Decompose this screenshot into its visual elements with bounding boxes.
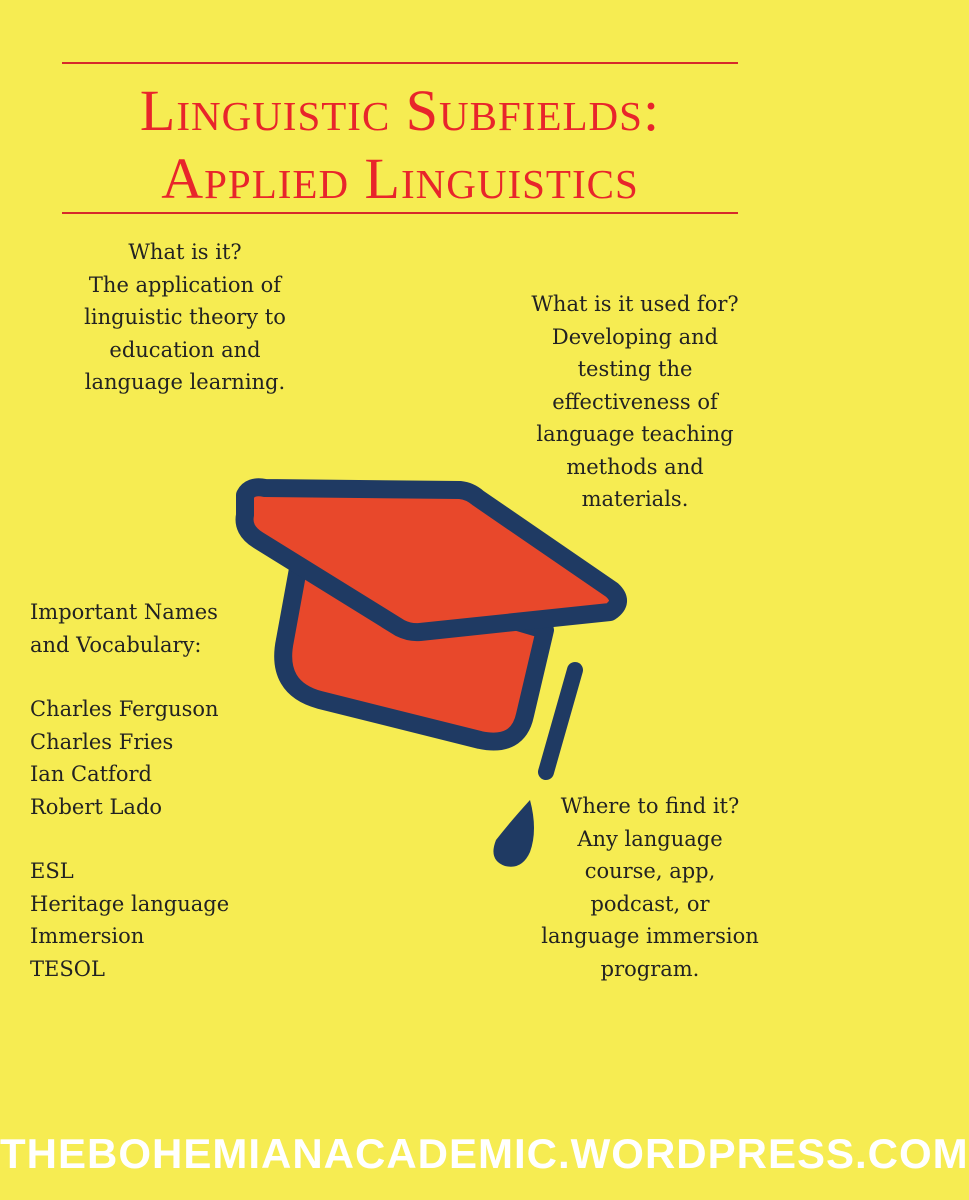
- important-heading: and Vocabulary:: [30, 632, 202, 657]
- vocab-item: TESOL: [30, 956, 105, 981]
- name-item: Charles Ferguson: [30, 697, 219, 721]
- where-line: course, app,: [584, 859, 716, 883]
- vocab-item: Heritage language: [30, 891, 230, 916]
- what-is-it-heading: What is it?: [128, 240, 242, 264]
- title-top-rule: [62, 62, 738, 64]
- where-line: language immersion: [541, 924, 759, 948]
- what-is-it-line: The application of: [88, 272, 282, 297]
- title-bottom-rule: [62, 212, 738, 214]
- where-heading: Where to find it?: [560, 794, 740, 818]
- where-section: [520, 790, 780, 985]
- what-is-it-line: education and: [109, 337, 261, 362]
- used-for-line: testing the: [577, 357, 693, 381]
- used-for-line: language teaching: [536, 422, 734, 446]
- title-line-1: Linguistic Subfields:: [139, 78, 661, 143]
- used-for-line: effectiveness of: [552, 389, 718, 414]
- used-for-heading: What is it used for?: [531, 292, 739, 316]
- used-for-line: Developing and: [551, 324, 719, 349]
- title-line-2: Applied Linguistics: [161, 146, 639, 211]
- name-item: Charles Fries: [30, 729, 174, 754]
- what-is-it-line: linguistic theory to: [84, 305, 286, 329]
- tassel-string: [546, 670, 575, 772]
- vocab-item: Immersion: [30, 924, 145, 948]
- what-is-it-line: language learning.: [84, 370, 286, 394]
- where-line: podcast, or: [590, 891, 710, 916]
- vocab-item: ESL: [30, 859, 74, 883]
- footer-url: THEBOHEMIANACADEMIC.WORDPRESS.COM: [0, 1130, 969, 1177]
- used-for-line: materials.: [581, 487, 689, 511]
- what-is-it-section: [60, 236, 310, 399]
- used-for-line: methods and: [566, 454, 704, 479]
- where-line: program.: [600, 956, 700, 981]
- where-line: Any language: [577, 826, 723, 851]
- name-item: Robert Lado: [30, 794, 163, 819]
- name-item: Ian Catford: [30, 762, 152, 786]
- important-section: [30, 596, 290, 985]
- important-heading: Important Names: [30, 600, 218, 624]
